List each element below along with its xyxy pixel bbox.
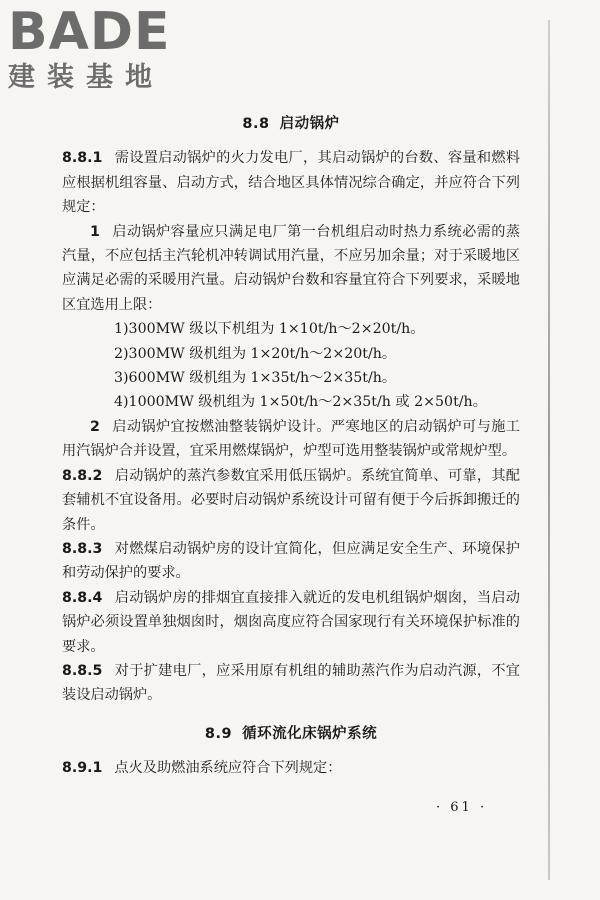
clause-text: 对燃煤启动锅炉房的设计宜简化，但应满足安全生产、环境保护和劳动保护的要求。	[62, 540, 520, 582]
bade-logo	[8, 2, 171, 94]
clause-8-8-5	[62, 659, 520, 708]
clause-text: 对于扩建电厂，应采用原有机组的辅助蒸汽作为启动汽源，不宜装设启动锅炉。	[62, 662, 520, 704]
item-text: 启动锅炉宜按燃油整装锅炉设计。严寒地区的启动锅炉可与施工用汽锅炉合并设置，宜采用燃煤锅炉，炉型可选用整装锅炉或常规炉型。	[62, 418, 520, 460]
subitem-2: 2)300MW 级机组为 1×20t/h～2×20t/h。	[114, 345, 397, 362]
page-number: · 61 ·	[436, 800, 488, 815]
section-title: 启动锅炉	[279, 116, 340, 132]
item-number: 1	[90, 223, 100, 240]
clause-8-8-3	[62, 537, 520, 586]
logo-subtitle: 建装基地	[8, 62, 164, 93]
clause-8-8-4	[62, 586, 520, 659]
logo-wordmark: BADE	[8, 2, 171, 62]
clause-8-8-1-item-2	[62, 415, 520, 464]
section-number: 8.8	[242, 116, 270, 132]
item-number: 2	[90, 418, 100, 435]
section-number: 8.9	[204, 725, 233, 742]
clause-number: 8.9.1	[62, 760, 103, 777]
section-heading-8-9	[62, 722, 520, 746]
section-heading-8-8	[62, 112, 520, 136]
clause-number: 8.8.5	[62, 662, 103, 679]
clause-number: 8.8.3	[62, 540, 103, 557]
page-edge-divider	[548, 20, 550, 880]
item-text: 启动锅炉容量应只满足电厂第一台机组启动时热力系统必需的蒸汽量，不应包括主汽轮机冲转调试用汽量，不应另加余量；对于采暖地区应满足必需的采暖用汽量。启动锅炉台数和容量宜符合下列要求，采暖地区宜选用上限：	[62, 223, 520, 313]
subitem-4: 4)1000MW 级机组为 1×50t/h～2×35t/h 或 2×50t/h。	[114, 394, 487, 411]
clause-number: 8.8.1	[62, 150, 103, 167]
subitem-3: 3)600MW 级机组为 1×35t/h～2×35t/h。	[114, 370, 397, 387]
clause-8-9-1	[62, 756, 520, 780]
clause-text: 点火及助燃油系统应符合下列规定：	[114, 760, 342, 777]
clause-8-8-1	[62, 146, 520, 219]
subitem-1: 1)300MW 级以下机组为 1×10t/h～2×20t/h。	[114, 321, 425, 338]
clause-text: 需设置启动锅炉的火力发电厂，其启动锅炉的台数、容量和燃料应根据机组容量、启动方式，结合地区具体情况综合确定，并应符合下列规定：	[62, 150, 520, 216]
clause-text: 启动锅炉的蒸汽参数宜采用低压锅炉。系统宜简单、可靠，其配套辅机不宜设备用。必要时启动锅炉系统设计可留有便于今后拆卸搬迁的条件。	[62, 467, 520, 533]
clause-text: 启动锅炉房的排烟宜直接排入就近的发电机组锅炉烟囱，当启动锅炉必须设置单独烟囱时，烟囱高度应符合国家现行有关环境保护标准的要求。	[62, 589, 520, 655]
clause-number: 8.8.4	[62, 589, 103, 606]
document-body	[62, 112, 520, 781]
clause-8-8-2	[62, 464, 520, 537]
clause-number: 8.8.2	[62, 467, 103, 484]
clause-8-8-1-item-1	[62, 220, 520, 318]
section-title: 循环流化床锅炉系统	[242, 725, 378, 742]
